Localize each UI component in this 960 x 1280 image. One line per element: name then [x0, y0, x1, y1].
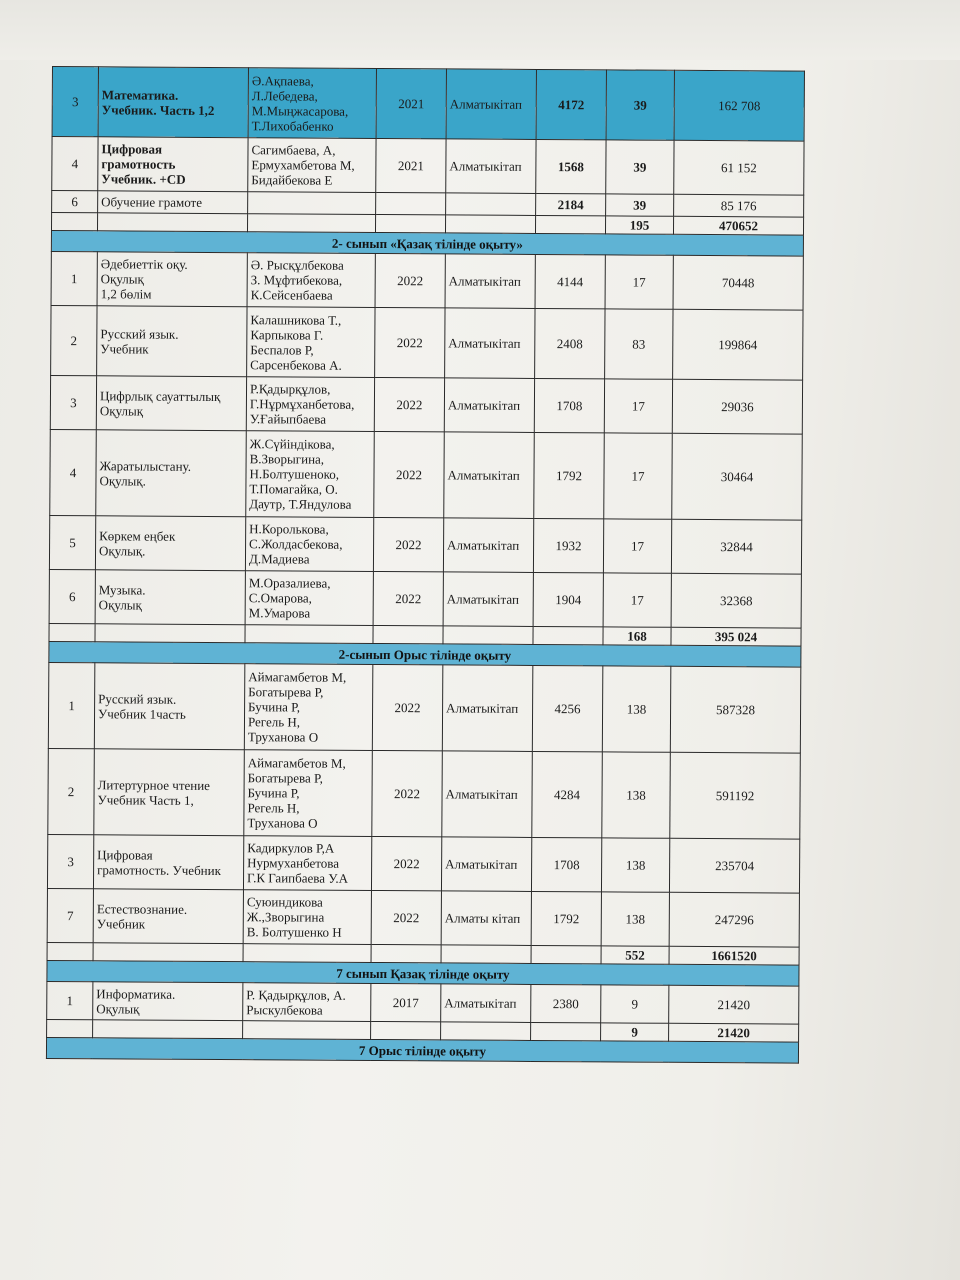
unit-price: 4284: [532, 751, 603, 837]
table-row: [49, 515, 801, 574]
publish-year: 2022: [373, 571, 443, 625]
unit-price: 4256: [532, 665, 603, 751]
line-sum: 32844: [671, 519, 801, 574]
line-sum: 29036: [672, 379, 802, 434]
unit-price: 2380: [531, 984, 601, 1022]
quantity: 9: [601, 985, 669, 1023]
row-number: 3: [47, 834, 93, 888]
section-header: 7 сынып Қазақ тілінде оқыту: [47, 960, 799, 986]
publisher: Алматыкітап: [444, 378, 534, 433]
quantity: 17: [604, 379, 672, 433]
row-number: 2: [51, 305, 97, 375]
publish-year: 2022: [375, 307, 445, 377]
book-authors: Н.Королькова, С.Жолдасбекова, Д.Мадиева: [245, 517, 373, 572]
table-row: [52, 67, 804, 142]
section-header: 2-сынып Орыс тілінде оқыту: [49, 641, 801, 667]
row-number: 1: [48, 662, 95, 748]
total-sum: 1661520: [669, 946, 799, 965]
publisher: Алматыкітап: [445, 308, 535, 379]
quantity: 39: [606, 70, 674, 140]
publish-year: 2021: [376, 68, 446, 138]
unit-price: 1932: [533, 518, 603, 572]
book-authors: Суюиндикова Ж.,Зворыгина В. Болтушенко Н: [243, 890, 371, 945]
line-sum: 30464: [672, 433, 803, 520]
table-row: [47, 834, 799, 893]
unit-price: 1568: [536, 139, 606, 193]
empty-cell: [445, 215, 535, 234]
book-authors: Сагимбаева, А, Ермухамбетова М, Бидайбекова Е: [248, 138, 376, 193]
table-row: [47, 981, 799, 1024]
section-header: 7 Орыс тілінде оқыту: [46, 1037, 798, 1063]
publisher: Алматыкітап: [441, 984, 531, 1023]
line-sum: 247296: [669, 892, 799, 947]
publish-year: 2017: [371, 983, 441, 1021]
book-title: Русский язык. Учебник 1часть: [94, 663, 245, 750]
line-sum: 591192: [670, 752, 801, 839]
textbook-order-table: [46, 66, 805, 1064]
table-row: [49, 569, 801, 628]
book-title: Цифрлық сауаттылық Оқулық: [96, 376, 246, 431]
publisher: Алматыкітап: [446, 69, 536, 140]
quantity: 83: [605, 309, 673, 379]
total-sum: 470652: [673, 216, 803, 235]
book-title: Математика. Учебник. Часть 1,2: [98, 67, 248, 138]
line-sum: 235704: [669, 838, 799, 893]
publisher: Алматыкітап: [442, 751, 533, 838]
book-authors: Калашникова Т., Карпыкова Г. Беспалов Р, Сарсенбекова А.: [247, 307, 375, 378]
unit-price: 2184: [536, 193, 606, 215]
empty-cell: [441, 1022, 531, 1041]
empty-cell: [531, 945, 601, 963]
quantity: 17: [603, 573, 671, 627]
publisher: Алматыкітап: [446, 139, 536, 194]
unit-price: 1708: [531, 837, 601, 891]
unit-price: 2408: [535, 308, 605, 378]
publish-year: 2022: [374, 377, 444, 431]
publish-year: 2022: [371, 890, 441, 944]
quantity: 39: [606, 140, 674, 194]
empty-cell: [95, 624, 245, 643]
table-row: [48, 748, 801, 839]
line-sum: 61 152: [674, 140, 804, 195]
empty-cell: [373, 625, 443, 643]
row-number: 5: [49, 515, 95, 569]
empty-cell: [441, 945, 531, 964]
row-number: 3: [50, 375, 96, 429]
book-title: Литертурное чтение Учебник Часть 1,: [94, 749, 245, 836]
row-number: 4: [50, 429, 97, 515]
total-quantity: 168: [603, 627, 671, 645]
empty-cell: [93, 1020, 243, 1039]
book-title: Көркем еңбек Оқулық.: [95, 516, 245, 571]
empty-cell: [371, 944, 441, 962]
quantity: 17: [604, 433, 673, 519]
book-title: Обучение грамоте: [98, 191, 248, 214]
quantity: 39: [606, 194, 674, 216]
book-title: Әдебиеттік оқу. Оқулық 1,2 бөлім: [97, 252, 247, 307]
unit-price: 1792: [531, 891, 601, 945]
quantity: 138: [602, 752, 671, 838]
quantity: 138: [602, 666, 671, 752]
section-header-row: [46, 1037, 798, 1063]
book-authors: Кадиркулов Р,А Нурмуханбетова Г.К Гаипбаева У.А: [243, 836, 371, 891]
quantity: 138: [601, 892, 669, 946]
row-number: 6: [52, 191, 98, 213]
publisher: Алматыкітап: [441, 837, 531, 892]
publisher: Алматыкітап: [442, 665, 533, 752]
empty-cell: [371, 1021, 441, 1039]
table-row: [51, 305, 803, 380]
book-authors: Р.Қадырқұлов, Г.Нұрмұханбетова, У.Ғайыпбаева: [246, 377, 374, 432]
row-number: 7: [47, 888, 93, 942]
book-authors: [248, 192, 376, 215]
publisher: Алматыкітап: [444, 432, 535, 519]
table-row: [52, 137, 804, 196]
publish-year: 2022: [374, 431, 445, 517]
empty-cell: [443, 626, 533, 645]
publisher: Алматыкітап: [443, 572, 533, 627]
unit-price: 4144: [535, 254, 605, 308]
book-title: Музыка. Оқулық: [95, 570, 245, 625]
empty-cell: [375, 214, 445, 232]
table-row: [51, 251, 803, 310]
row-number: 6: [49, 569, 95, 623]
line-sum: 21420: [669, 985, 799, 1024]
book-title: Цифровая грамотность Учебник. +CD: [98, 137, 248, 192]
total-sum: 395 024: [671, 627, 801, 646]
publish-year: 2022: [375, 253, 445, 307]
publisher: Алматы кітап: [441, 891, 531, 946]
unit-price: 4172: [536, 69, 606, 139]
empty-cell: [245, 625, 373, 644]
table-row: [48, 662, 801, 753]
row-number: 1: [51, 251, 97, 305]
empty-cell: [47, 1019, 93, 1037]
empty-cell: [247, 214, 375, 233]
empty-cell: [51, 213, 97, 231]
book-authors: Р. Қадырқұлов, А. Рыскулбекова: [243, 983, 371, 1022]
quantity: 138: [601, 838, 669, 892]
publish-year: 2022: [373, 517, 443, 571]
table-row: [47, 888, 799, 947]
empty-cell: [243, 944, 371, 963]
sheet-top-shadow: [0, 0, 960, 60]
section-header: 2- сынып «Қазақ тілінде оқыту»: [51, 230, 803, 256]
empty-cell: [531, 1022, 601, 1040]
publish-year: 2022: [372, 664, 443, 750]
line-sum: 199864: [673, 309, 803, 380]
line-sum: 85 176: [674, 194, 804, 217]
publish-year: 2022: [371, 836, 441, 890]
table-row: [50, 429, 803, 520]
publish-year: 2021: [376, 138, 446, 192]
empty-cell: [47, 942, 93, 960]
row-number: 4: [52, 137, 98, 191]
publish-year: 2022: [372, 750, 443, 836]
empty-cell: [49, 623, 95, 641]
unit-price: 1708: [534, 378, 604, 432]
book-title: Цифровая грамотность. Учебник: [93, 835, 243, 890]
empty-cell: [93, 943, 243, 962]
row-number: 2: [48, 748, 95, 834]
line-sum: 162 708: [674, 70, 804, 141]
publish-year: [376, 192, 446, 214]
total-quantity: 9: [601, 1023, 669, 1041]
book-title: Жаратылыстану. Оқулық.: [96, 430, 247, 517]
line-sum: 587328: [670, 666, 801, 753]
empty-cell: [243, 1021, 371, 1040]
book-title: Русский язык. Учебник: [97, 306, 247, 377]
empty-cell: [535, 215, 605, 233]
empty-cell: [97, 213, 247, 232]
book-title: Естествознание. Учебник: [93, 889, 243, 944]
empty-cell: [533, 626, 603, 644]
publisher: Алматыкітап: [445, 254, 535, 309]
total-quantity: 195: [605, 216, 673, 234]
line-sum: 32368: [671, 573, 801, 628]
book-authors: Аймагамбетов М, Богатырева Р, Бучина Р, Регель Н, Труханова О: [244, 750, 373, 837]
total-sum: 21420: [669, 1023, 799, 1042]
book-authors: Ә. Рысқұлбекова З. Мұфтибекова, К.Сейсенбаева: [247, 253, 375, 308]
total-quantity: 552: [601, 946, 669, 964]
table-row: [50, 375, 802, 434]
row-number: 3: [52, 67, 98, 137]
unit-price: 1792: [534, 432, 605, 518]
quantity: 17: [603, 519, 671, 573]
quantity: 17: [605, 255, 673, 309]
publisher: Алматыкітап: [443, 518, 533, 573]
book-title: Информатика. Оқулық: [93, 982, 243, 1021]
book-authors: Ә.Ақпаева, Л.Лебедева, М.Мыңжасарова, Т.Лихобабенко: [248, 68, 376, 139]
book-authors: Ж.Сүйіндікова, В.Зворыгина, Н.Болтушеноко, Т.Помагайка, О. Даутр, Т.Яндулова: [246, 431, 375, 518]
publisher: [446, 193, 536, 216]
book-authors: Аймагамбетов М, Богатырева Р, Бучина Р, Регель Н, Труханова О: [244, 664, 373, 751]
unit-price: 1904: [533, 572, 603, 626]
row-number: 1: [47, 981, 93, 1019]
line-sum: 70448: [673, 255, 803, 310]
book-authors: М.Оразалиева, С.Омарова, М.Умарова: [245, 571, 373, 626]
